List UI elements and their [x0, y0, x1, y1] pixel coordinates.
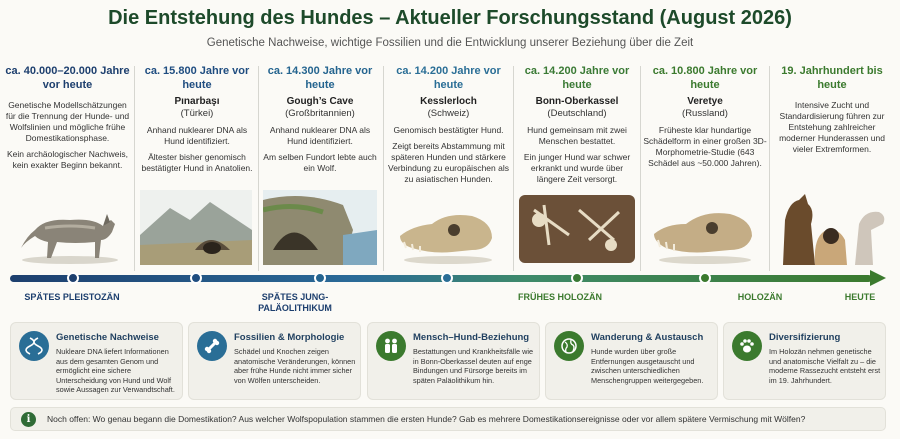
- dog-skull-illustration: [392, 190, 504, 265]
- wolf-illustration: [15, 190, 125, 265]
- open-questions-note: [10, 407, 886, 431]
- timeline-marker: [67, 272, 79, 284]
- dna-icon: [19, 331, 49, 361]
- timeline-desc: Genetische Modellschätzungen für die Trennung der Hunde- und Wolfslinien und mögliche frühe Domestikationsphase.: [5, 100, 130, 143]
- timeline-desc: Hund gemeinsam mit zwei Menschen bestattet.: [527, 125, 627, 146]
- timeline-country: (Russland): [682, 108, 728, 119]
- column-divider: [640, 66, 641, 271]
- timeline-desc: Früheste klar hundartige Schädelform in einer großen 3D-Morphometrie-Studie (643 Schädel aus ~50.000 Jahren).: [643, 125, 767, 168]
- burial-illustration: [519, 190, 635, 265]
- timeline-site: Kesslerloch: [420, 96, 477, 107]
- modern-dogs-illustration: [775, 190, 893, 265]
- timeline-country: (Großbritannien): [285, 108, 355, 119]
- card-title: Genetische Nachweise: [56, 332, 159, 343]
- timeline-desc: Zeigt bereits Abstammung mit späteren Hunden und stärkere Verbindung zu europäischen als zu asiatischen Hunden.: [388, 141, 509, 184]
- card-text: Nukleare DNA liefert Informationen aus dem gesamten Genom und ermöglicht eine sichere Unterscheidung von Hund und Wolf sowie Aussagen zur Verwandtschaft.: [56, 347, 175, 395]
- timeline-date: ca. 10.800 Jahre vor heute: [652, 65, 758, 91]
- timeline-date: ca. 14.200 Jahre vor heute: [396, 65, 501, 91]
- era-label: FRÜHES HOLOZÄN: [518, 292, 602, 302]
- dog-skull-2-illustration: [648, 190, 762, 265]
- info-card-migration: [545, 322, 718, 400]
- card-title: Fossilien & Morphologie: [234, 332, 345, 343]
- timeline-desc: Ältester bisher genomisch bestätigter Hund in Anatolien.: [141, 152, 253, 173]
- timeline-marker: [571, 272, 583, 284]
- timeline-date: ca. 14.300 Jahre vor heute: [267, 65, 373, 91]
- timeline-desc: Intensive Zucht und Standardisierung führen zur Entstehung zahlreicher moderner Hunderassen und vieler Extremformen.: [779, 100, 885, 154]
- info-card-diversification: [723, 322, 886, 400]
- era-label: HOLOZÄN: [737, 292, 783, 302]
- timeline-country: (Schweiz): [427, 108, 470, 119]
- card-text: Hunde wurden über große Entfernungen ausgetauscht und zwischen unterschiedlichen Menschengruppen weitergegeben.: [591, 347, 704, 385]
- page-title: Die Entstehung des Hundes – Aktueller Forschungsstand (August 2026): [108, 7, 792, 29]
- card-title: Mensch–Hund-Beziehung: [413, 332, 530, 343]
- bone-icon: [197, 331, 227, 361]
- timeline-marker: [314, 272, 326, 284]
- timeline-marker: [699, 272, 711, 284]
- timeline-site: Veretye: [687, 96, 723, 107]
- info-card-fossils: [188, 322, 361, 400]
- era-label: SPÄTES PLEISTOZÄN: [24, 292, 120, 302]
- timeline-date: ca. 15.800 Jahre vor heute: [144, 65, 250, 91]
- column-divider: [134, 66, 135, 271]
- timeline-marker: [441, 272, 453, 284]
- column-divider: [258, 66, 259, 271]
- paw-icon: [732, 331, 762, 361]
- column-divider: [383, 66, 384, 271]
- info-card-genetics: [10, 322, 183, 400]
- page-subtitle: Genetische Nachweise, wichtige Fossilien und die Entwicklung unserer Beziehung über die Zeit: [206, 37, 694, 49]
- timeline-site: Pınarbaşı: [174, 96, 220, 107]
- info-icon: i: [21, 412, 36, 427]
- people-icon: [376, 331, 406, 361]
- timeline-desc: Genomisch bestätigter Hund.: [393, 125, 504, 135]
- timeline-site: Bonn-Oberkassel: [535, 96, 619, 107]
- timeline-country: (Deutschland): [547, 108, 607, 119]
- timeline-date: ca. 40.000–20.000 Jahre vor heute: [5, 65, 130, 91]
- era-label: HEUTE: [844, 292, 876, 302]
- timeline-country: (Türkei): [180, 108, 214, 119]
- note-text: Noch offen: Wo genau begann die Domestikation? Aus welcher Wolfspopulation stammen die ersten Hunde? Gab es mehrere Domestikationsereignisse oder vor allem spätere Vermischung mit Wölfen?: [47, 414, 806, 424]
- timeline-arrowhead: [870, 270, 886, 286]
- globe-icon: [554, 331, 584, 361]
- landscape-cave-illustration: [140, 190, 252, 265]
- info-card-relationship: [367, 322, 540, 400]
- timeline-desc: Anhand nuklearer DNA als Hund identifiziert.: [146, 125, 248, 146]
- timeline-desc: Anhand nuklearer DNA als Hund identifiziert.: [269, 125, 371, 146]
- card-title: Diversifizierung: [769, 332, 841, 343]
- card-text: Schädel und Knochen zeigen anatomische Veränderungen, können aber frühe Hunde nicht immer sicher von Wölfen unterscheiden.: [234, 347, 356, 385]
- timeline-date: 19. Jahrhundert bis heute: [781, 65, 883, 91]
- column-divider: [769, 66, 770, 271]
- coastal-cave-illustration: [263, 190, 377, 265]
- card-text: Im Holozän nehmen genetische und anatomische Vielfalt zu – die moderne Rassezucht entsteht erst im 19. Jahrhundert.: [769, 347, 881, 385]
- column-divider: [513, 66, 514, 271]
- era-label: SPÄTES JUNG-PALÄOLITHIKUM: [258, 292, 332, 313]
- timeline-marker: [190, 272, 202, 284]
- timeline-desc: Ein junger Hund war schwer erkrankt und wurde über längere Zeit versorgt.: [523, 152, 631, 184]
- card-text: Bestattungen und Krankheitsfälle wie in Bonn-Oberkassel deuten auf enge Bindungen und Fürsorge bereits im späten Paläolithikum hin.: [413, 347, 534, 385]
- timeline-desc: Kein archäologischer Nachweis, kein exakter Beginn bekannt.: [7, 149, 128, 170]
- timeline-desc: Am selben Fundort lebte auch ein Wolf.: [263, 152, 377, 173]
- timeline-site: Gough’s Cave: [286, 96, 354, 107]
- card-title: Wanderung & Austausch: [591, 332, 704, 343]
- timeline-date: ca. 14.200 Jahre vor heute: [524, 65, 630, 91]
